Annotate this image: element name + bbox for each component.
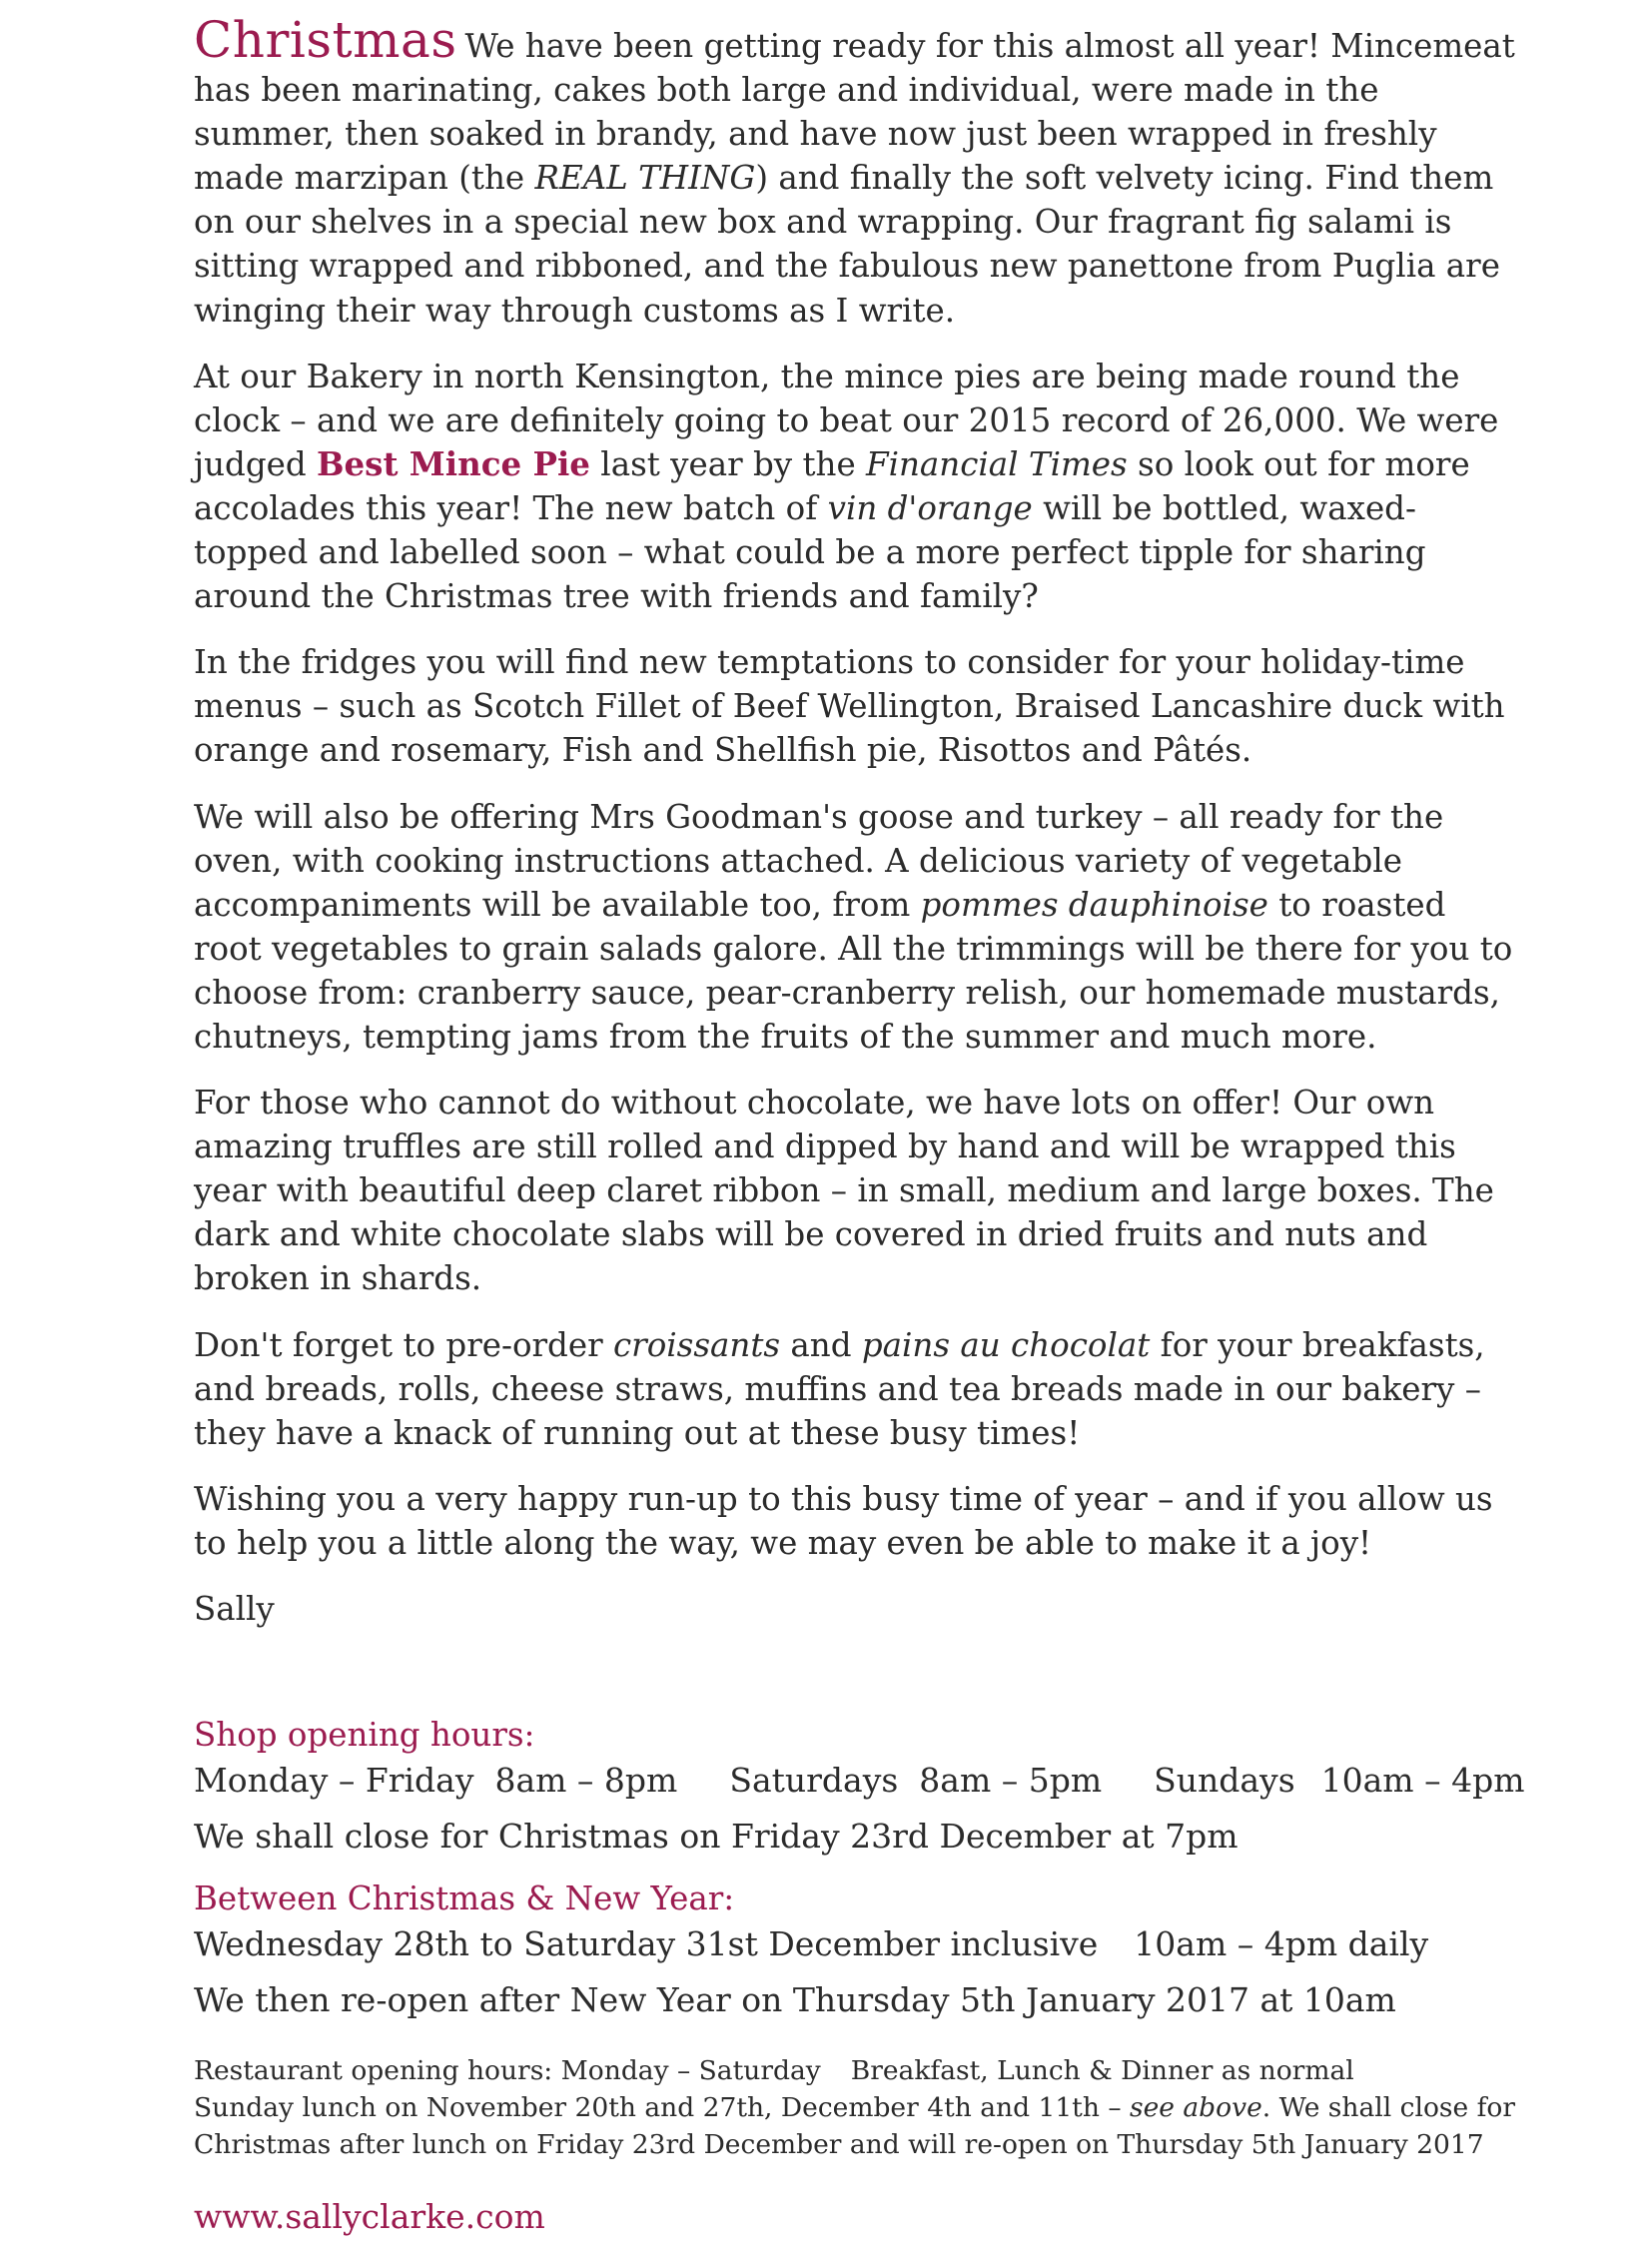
website-link[interactable]: www.sallyclarke.com: [194, 2197, 545, 2237]
shop-hours-line: Monday – Friday 8am – 8pm Saturdays 8am – 5pm Sundays 10am – 4pm: [194, 1761, 1525, 1801]
signoff: Sally: [194, 1590, 275, 1628]
restaurant-hours-section: [194, 2052, 1522, 2163]
between-holidays-heading: Between Christmas & New Year:: [194, 1879, 735, 1918]
shop-hours-heading: Shop opening hours:: [194, 1716, 535, 1755]
fridges-paragraph: In the fridges you will find new temptations to consider for your holiday-time menus – such as Scotch Fillet of Beef Wellington, Braised Lancashire duck with orange and rosemary, Fish and Shellfish pie, Risottos and Pâtés.: [194, 643, 1505, 770]
restaurant-hours-line: Restaurant opening hours: Monday – Saturday Breakfast, Lunch & Dinner as normal: [194, 2055, 1354, 2087]
between-holidays-line: Wednesday 28th to Saturday 31st December inclusive 10am – 4pm daily: [194, 1924, 1429, 1964]
intro-paragraph: Christmas We have been getting ready for this almost all year! Mincemeat has been marinating, cakes both large and individual, were made in the summer, then soaked in brandy, and have now just been wrapped in freshly made marzipan (the REAL THING) and finally the soft velvety icing. Find them on our shelves in a special new box and wrapping. Our fragrant fig salami is sitting wrapped and ribboned, and the fabulous new panettone from Puglia are winging their way through customs as I write.: [194, 11, 1515, 330]
reopen-line: We then re-open after New Year on Thursday 5th January 2017 at 10am: [194, 1980, 1396, 2020]
shop-hours-section: [194, 1715, 1525, 2022]
chocolate-paragraph: For those who cannot do without chocolate, we have lots on offer! Our own amazing truffles are still rolled and dipped by hand and will be wrapped this year with beautiful deep claret ribbon – in small, medium and large boxes. The dark and white chocolate slabs will be covered in dried fruits and nuts and broken in shards.: [194, 1084, 1494, 1298]
newsletter-page: [194, 11, 1525, 2239]
restaurant-sunday-note: Sunday lunch on November 20th and 27th, December 4th and 11th – see above. We shall close for Christmas after lunch on Friday 23rd December and will re-open on Thursday 5th January 2017: [194, 2092, 1516, 2161]
wishes-paragraph: Wishing you a very happy run-up to this busy time of year – and if you allow us to help you a little along the way, we may even be able to make it a joy!: [194, 1479, 1493, 1562]
goose-turkey-paragraph: We will also be offering Mrs Goodman's goose and turkey – all ready for the oven, with cooking instructions attached. A delicious variety of vegetable accompaniments will be available too, from pommes dauphinoise to roasted root vegetables to grain salads galore. All the trimmings will be there for you to choose from: cranberry sauce, pear-cranberry relish, our homemade mustards, chutneys, tempting jams from the fruits of the summer and much more.: [194, 797, 1513, 1056]
best-mince-pie-highlight: Best Mince Pie: [317, 443, 590, 483]
christmas-closing-line: We shall close for Christmas on Friday 23rd December at 7pm: [194, 1817, 1239, 1857]
bakery-paragraph: At our Bakery in north Kensington, the mince pies are being made round the clock – and we are definitely going to beat our 2015 record of 26,000. We were judged Best Mince Pie last year by the Financial Times so look out for more accolades this year! The new batch of vin d'orange will be bottled, waxed-topped and labelled soon – what could be a more perfect tipple for sharing around the Christmas tree with friends and family?: [194, 357, 1499, 616]
christmas-title: Christmas: [194, 11, 457, 69]
preorder-paragraph: Don't forget to pre-order croissants and pains au chocolat for your breakfasts, and breads, rolls, cheese straws, muffins and tea breads made in our bakery – they have a knack of running out at these busy times!: [194, 1325, 1485, 1452]
